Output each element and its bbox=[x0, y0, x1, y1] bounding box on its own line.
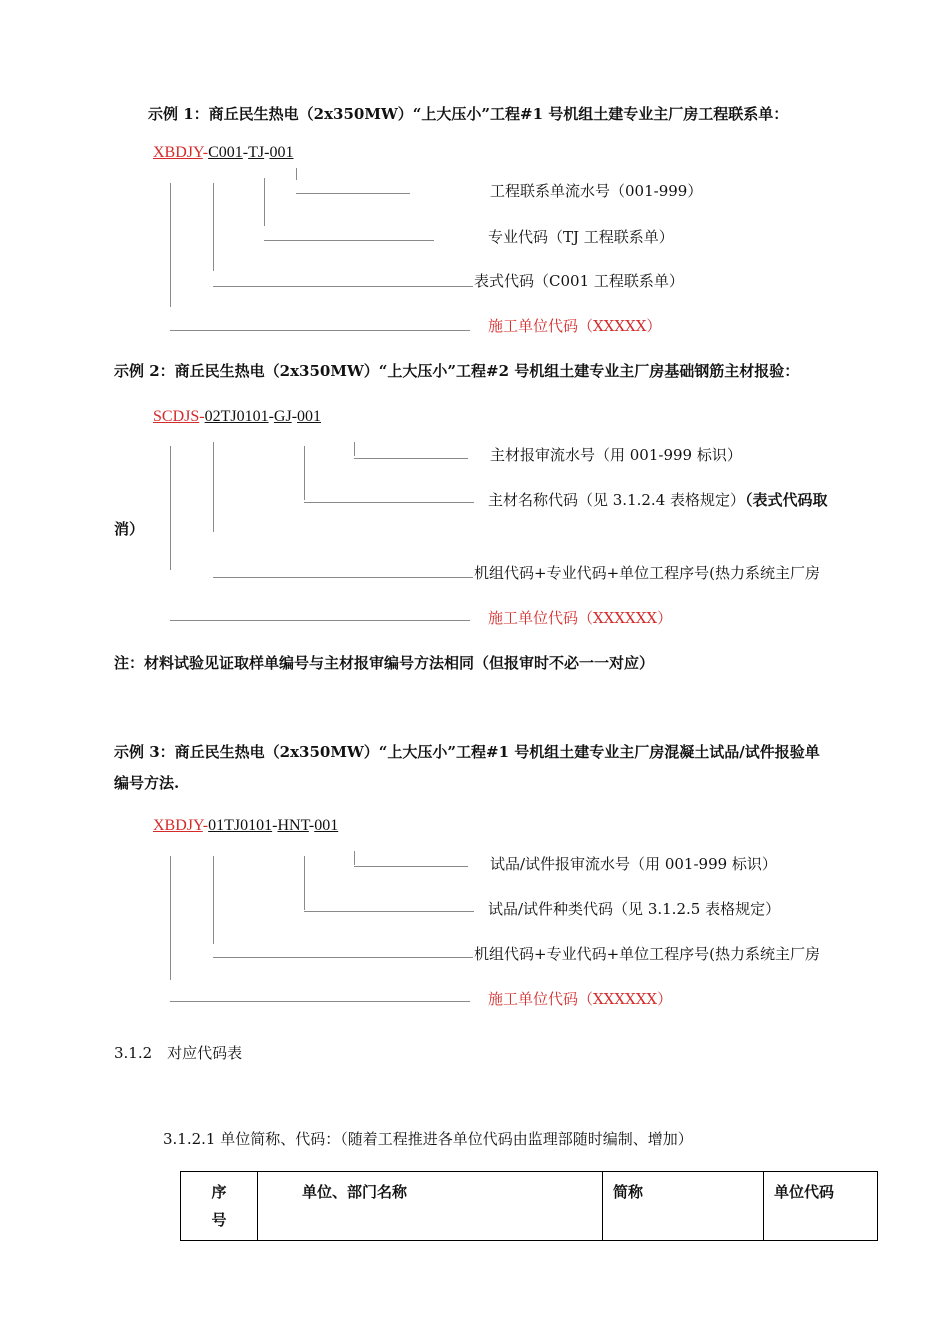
tree-line bbox=[170, 1001, 470, 1002]
example-1-code bbox=[153, 144, 293, 162]
tree-line bbox=[213, 183, 214, 271]
label-serial: 试品/试件报审流水号（用 001-999 标识） bbox=[490, 855, 777, 873]
label-material-note-cont: 消） bbox=[114, 520, 145, 538]
code-sep: - bbox=[199, 408, 205, 425]
code-sep: - bbox=[272, 817, 278, 834]
tree-line bbox=[170, 620, 470, 621]
label-unit-code: 施工单位代码（XXXXXX） bbox=[488, 609, 673, 627]
tree-line bbox=[264, 178, 265, 226]
code-part-unit-project: 02TJ0101 bbox=[204, 408, 269, 425]
tree-line bbox=[354, 851, 355, 865]
note-text: 注：材料试验见证取样单编号与主材报审编号方法相同（但报审时不必一一对应） bbox=[114, 654, 655, 672]
tree-line bbox=[304, 446, 305, 500]
code-sep: - bbox=[202, 817, 209, 834]
code-part-material: GJ bbox=[273, 408, 292, 425]
label-specimen: 试品/试件种类代码（见 3.1.2.5 表格规定） bbox=[488, 900, 781, 918]
code-part-serial: 001 bbox=[314, 817, 339, 834]
code-sep: - bbox=[242, 144, 249, 161]
tree-line bbox=[170, 183, 171, 307]
code-part-unit: SCDJS bbox=[153, 408, 200, 425]
tree-line bbox=[170, 330, 470, 331]
example-3-code bbox=[153, 817, 338, 835]
code-sep: - bbox=[268, 408, 274, 425]
example-3-heading-cont: 编号方法. bbox=[114, 774, 180, 792]
header-serial: 序 号 bbox=[181, 1172, 258, 1241]
code-sep: - bbox=[264, 144, 270, 161]
header-unit-code: 单位代码 bbox=[764, 1172, 878, 1241]
code-part-specimen: HNT bbox=[277, 817, 309, 834]
label-serial: 主材报审流水号（用 001-999 标识） bbox=[490, 446, 742, 464]
table-header-row bbox=[181, 1172, 878, 1241]
code-part-unit: XBDJY bbox=[153, 817, 203, 834]
tree-line bbox=[304, 502, 474, 503]
label-unit-project: 机组代码+专业代码+单位工程序号(热力系统主厂房 bbox=[474, 564, 820, 582]
tree-line bbox=[213, 286, 473, 287]
label-unit-project: 机组代码+专业代码+单位工程序号(热力系统主厂房 bbox=[474, 945, 820, 963]
tree-line bbox=[354, 866, 468, 867]
tree-line bbox=[354, 458, 468, 459]
label-unit-code: 施工单位代码（XXXXXX） bbox=[488, 990, 673, 1008]
code-part-discipline: TJ bbox=[248, 144, 265, 161]
label-discipline: 专业代码（TJ 工程联系单） bbox=[488, 228, 674, 246]
tree-line bbox=[264, 240, 434, 241]
example-2-heading: 示例 2：商丘民生热电（2x350MW）“上大压小”工程#2 号机组土建专业主厂房基础钢筋主材报验： bbox=[114, 362, 800, 380]
code-part-form: C001 bbox=[208, 144, 243, 161]
tree-line bbox=[354, 442, 355, 456]
tree-line bbox=[304, 911, 474, 912]
code-sep: - bbox=[202, 144, 209, 161]
header-unit-name: 单位、部门名称 bbox=[258, 1172, 603, 1241]
example-2-code bbox=[153, 408, 321, 426]
subsection-heading: 3.1.2.1 单位简称、代码：（随着工程推进各单位代码由监理部随时编制、增加） bbox=[163, 1130, 693, 1148]
tree-line bbox=[213, 442, 214, 532]
tree-line bbox=[296, 193, 410, 194]
unit-code-table bbox=[180, 1171, 878, 1241]
tree-line bbox=[170, 446, 171, 570]
tree-line bbox=[213, 856, 214, 944]
label-material-note: （表式代码取 bbox=[745, 491, 828, 509]
example-1-heading: 示例 1：商丘民生热电（2x350MW）“上大压小”工程#1 号机组土建专业主厂房工程联系单： bbox=[148, 105, 789, 123]
code-sep: - bbox=[291, 408, 298, 425]
code-sep: - bbox=[308, 817, 315, 834]
label-unit-code: 施工单位代码（XXXXX） bbox=[488, 317, 662, 335]
code-part-unit: XBDJY bbox=[153, 144, 203, 161]
tree-line bbox=[296, 168, 297, 180]
label-form: 表式代码（C001 工程联系单） bbox=[474, 272, 684, 290]
tree-line bbox=[304, 856, 305, 910]
label-material bbox=[488, 489, 828, 510]
code-part-serial: 001 bbox=[269, 144, 294, 161]
label-serial: 工程联系单流水号（001-999） bbox=[490, 182, 703, 200]
code-part-unit-project: 01TJ0101 bbox=[208, 817, 273, 834]
header-abbr: 简称 bbox=[603, 1172, 764, 1241]
example-3-heading: 示例 3：商丘民生热电（2x350MW）“上大压小”工程#1 号机组土建专业主厂房混凝土试品/试件报验单 bbox=[114, 743, 820, 761]
tree-line bbox=[213, 577, 473, 578]
tree-line bbox=[170, 856, 171, 980]
section-heading: 3.1.2 对应代码表 bbox=[114, 1044, 243, 1062]
code-part-serial: 001 bbox=[297, 408, 322, 425]
label-material-text: 主材名称代码（见 3.1.2.4 表格规定） bbox=[488, 491, 746, 509]
tree-line bbox=[213, 957, 473, 958]
